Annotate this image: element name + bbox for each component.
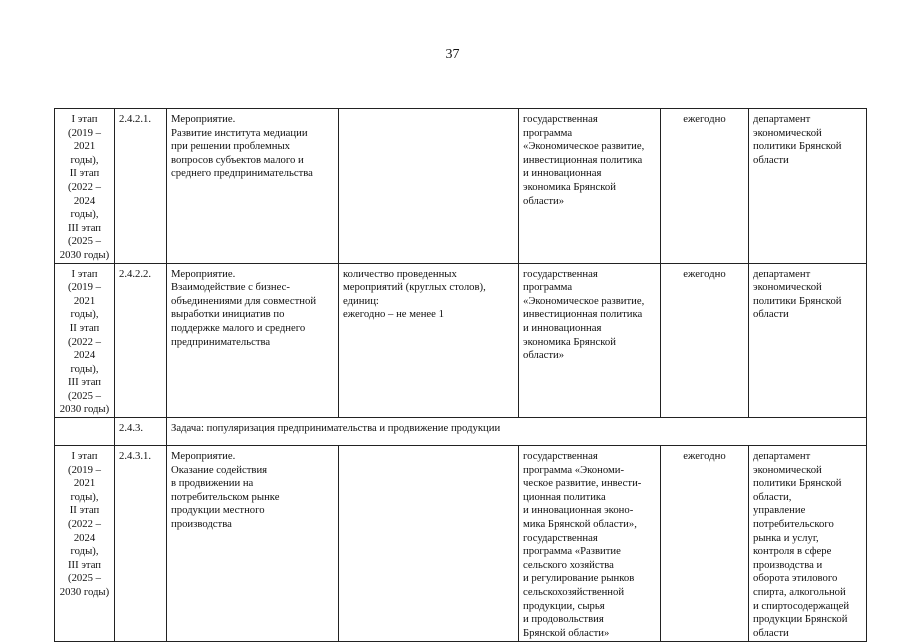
stage-cell: I этап (2019 – 2021 годы), II этап (2022 – 2024 годы), III этап (2025 – 2030 годы) xyxy=(55,109,115,264)
frequency-cell: ежегодно xyxy=(661,263,749,418)
code-cell: 2.4.3.1. xyxy=(115,446,167,642)
program-cell: государственная программа «Экономическое развитие, инвестиционная политика и инновационная экономика Брянской области» xyxy=(519,263,661,418)
activity-cell: Мероприятие. Развитие института медиации при решении проблемных вопросов субъектов малого и среднего предпринимательства xyxy=(167,109,339,264)
measures-table xyxy=(54,108,867,642)
indicator-cell xyxy=(339,109,519,264)
indicator-cell xyxy=(339,446,519,642)
code-cell: 2.4.2.2. xyxy=(115,263,167,418)
task-row xyxy=(55,418,867,446)
frequency-cell: ежегодно xyxy=(661,109,749,264)
executor-cell: департамент экономической политики Брянской области xyxy=(749,109,867,264)
activity-cell: Мероприятие. Оказание содействия в продвижении на потребительском рынке продукции местного производства xyxy=(167,446,339,642)
executor-cell: департамент экономической политики Брянской области xyxy=(749,263,867,418)
program-cell: государственная программа «Экономи- ческое развитие, инвести- ционная политика и инновационная эконо- мика Брянской области», государственная программа «Развитие сельского хозяйства и регулирование рынков сельскохозяйственной продукции, сырья и продовольствия Брянской области» xyxy=(519,446,661,642)
table-row xyxy=(55,446,867,642)
empty-stage-cell xyxy=(55,418,115,446)
code-cell: 2.4.2.1. xyxy=(115,109,167,264)
table-row xyxy=(55,109,867,264)
activity-cell: Мероприятие. Взаимодействие с бизнес- объединениями для совместной выработки инициатив по поддержке малого и среднего предпринимательства xyxy=(167,263,339,418)
page-number: 37 xyxy=(445,47,460,62)
task-title-cell: Задача: популяризация предпринимательства и продвижение продукции xyxy=(167,418,867,446)
program-cell: государственная программа «Экономическое развитие, инвестиционная политика и инновационная экономика Брянской области» xyxy=(519,109,661,264)
indicator-cell: количество проведенных мероприятий (круглых столов), единиц: ежегодно – не менее 1 xyxy=(339,263,519,418)
stage-cell: I этап (2019 – 2021 годы), II этап (2022 – 2024 годы), III этап (2025 – 2030 годы) xyxy=(55,263,115,418)
executor-cell: департамент экономической политики Брянской области, управление потребительского рынка и услуг, контроля в сфере производства и оборота этилового спирта, алкогольной и спиртосодержащей продукции Брянской области xyxy=(749,446,867,642)
stage-cell: I этап (2019 – 2021 годы), II этап (2022 – 2024 годы), III этап (2025 – 2030 годы) xyxy=(55,446,115,642)
frequency-cell: ежегодно xyxy=(661,446,749,642)
code-cell: 2.4.3. xyxy=(115,418,167,446)
table-row xyxy=(55,263,867,418)
